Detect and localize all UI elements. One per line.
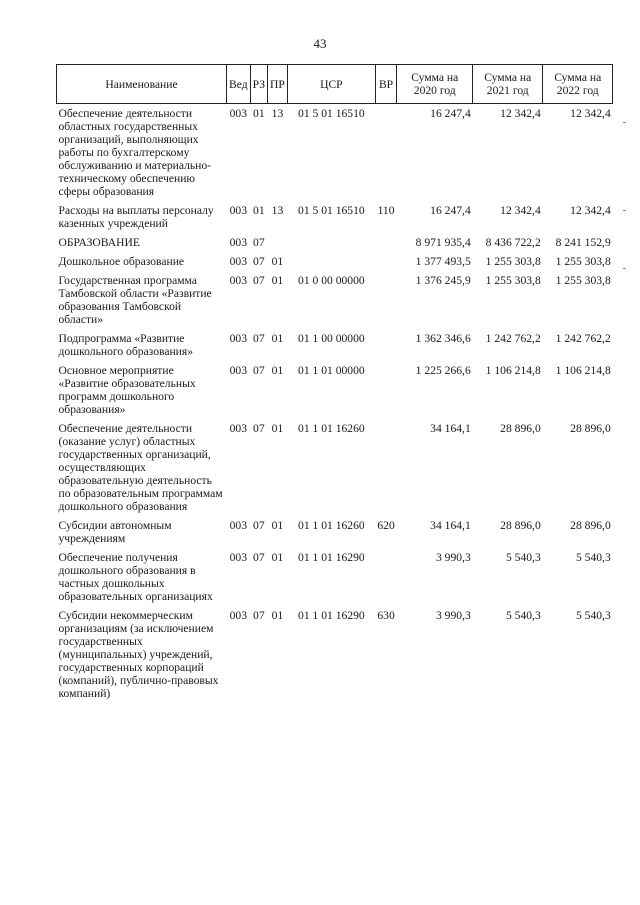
row-rz: 07 [253, 255, 265, 268]
row-ved: 003 [229, 107, 247, 120]
row-vr [375, 233, 396, 252]
header-name: Наименование [57, 65, 227, 104]
header-vr: ВР [375, 65, 396, 104]
row-sum-2020: 1 362 346,6 [415, 332, 471, 345]
row-csr [287, 233, 375, 252]
row-pr: 01 [271, 609, 284, 622]
row-ved: 003 [229, 422, 247, 435]
header-rz: РЗ [250, 65, 267, 104]
table-row [57, 233, 613, 252]
table-row [57, 329, 613, 361]
row-rz: 01 [253, 204, 265, 217]
row-sum-2022: 1 106 214,8 [555, 364, 611, 377]
row-vr [375, 252, 396, 271]
row-sum-2020: 16 247,4 [430, 204, 471, 217]
row-sum-2022: 12 342,4 [570, 107, 611, 120]
header-pr: ПР [268, 65, 288, 104]
row-csr: 01 1 00 00000 [298, 332, 365, 345]
row-rz: 07 [253, 274, 265, 287]
row-sum-2020: 8 971 935,4 [415, 236, 471, 249]
row-pr: 01 [271, 332, 284, 345]
row-csr: 01 5 01 16510 [298, 107, 365, 120]
row-name: Обеспечение деятельности (оказание услуг) областных государственных организаций, осуществляющих образовательную деятельность по образовательным программам дошкольного образования [58, 422, 223, 513]
row-csr: 01 1 01 00000 [298, 364, 365, 377]
row-sum-2020: 34 164,1 [430, 519, 471, 532]
row-pr: 01 [271, 364, 284, 377]
row-rz: 01 [253, 107, 265, 120]
row-csr: 01 1 01 16290 [298, 609, 365, 622]
row-ved: 003 [229, 609, 247, 622]
row-sum-2020: 34 164,1 [430, 422, 471, 435]
row-sum-2020: 1 376 245,9 [415, 274, 471, 287]
scan-edge-mark [623, 122, 626, 123]
row-csr [287, 252, 375, 271]
table-row [57, 606, 613, 703]
table-row [57, 104, 613, 202]
row-rz: 07 [253, 609, 265, 622]
row-vr [375, 104, 396, 202]
row-pr: 01 [271, 551, 284, 564]
row-sum-2022: 28 896,0 [570, 519, 611, 532]
row-name: Подпрограмма «Развитие дошкольного образования» [58, 332, 193, 358]
row-sum-2020: 3 990,3 [435, 551, 471, 564]
row-sum-2021: 1 242 762,2 [485, 332, 541, 345]
row-pr: 01 [271, 255, 284, 268]
row-vr [375, 361, 396, 419]
row-ved: 003 [229, 204, 247, 217]
row-rz: 07 [253, 332, 265, 345]
row-sum-2021: 12 342,4 [500, 204, 541, 217]
page-number: 43 [313, 36, 327, 51]
row-ved: 003 [229, 332, 247, 345]
row-rz: 07 [253, 519, 265, 532]
row-vr: 630 [377, 609, 395, 622]
row-sum-2022: 1 242 762,2 [555, 332, 611, 345]
row-pr: 01 [271, 519, 284, 532]
row-sum-2020: 1 377 493,5 [415, 255, 471, 268]
row-sum-2022: 28 896,0 [570, 422, 611, 435]
row-vr [375, 548, 396, 606]
row-vr: 110 [377, 204, 395, 217]
row-sum-2022: 1 255 303,8 [555, 255, 611, 268]
row-ved: 003 [229, 255, 247, 268]
row-pr [268, 233, 288, 252]
table-row [57, 361, 613, 419]
row-ved: 003 [229, 519, 247, 532]
row-sum-2021: 28 896,0 [500, 519, 541, 532]
row-sum-2021: 1 255 303,8 [485, 274, 541, 287]
table-row [57, 516, 613, 548]
row-name: Субсидии некоммерческим организациям (за исключением государственных (муниципальных) учреждений, государственных корпораций (компаний), публично-правовых компаний) [58, 609, 219, 700]
row-csr: 01 1 01 16290 [298, 551, 365, 564]
row-sum-2021: 28 896,0 [500, 422, 541, 435]
row-sum-2022: 5 540,3 [575, 609, 611, 622]
scan-edge-mark [623, 210, 626, 211]
table-row [57, 419, 613, 516]
row-sum-2022: 5 540,3 [575, 551, 611, 564]
row-ved: 003 [229, 364, 247, 377]
row-csr: 01 1 01 16260 [298, 422, 365, 435]
row-sum-2020: 16 247,4 [430, 107, 471, 120]
header-csr: ЦСР [287, 65, 375, 104]
row-name: Субсидии автономным учреждениям [58, 519, 172, 545]
row-sum-2020: 3 990,3 [435, 609, 471, 622]
table-row [57, 252, 613, 271]
row-sum-2022: 8 241 152,9 [555, 236, 611, 249]
table-row [57, 548, 613, 606]
row-sum-2021: 1 106 214,8 [485, 364, 541, 377]
row-name: ОБРАЗОВАНИЕ [58, 236, 140, 249]
row-pr: 13 [271, 107, 284, 120]
row-name: Основное мероприятие «Развитие образовательных программ дошкольного образования» [58, 364, 196, 416]
row-csr: 01 1 01 16260 [298, 519, 365, 532]
row-csr: 01 0 00 00000 [298, 274, 365, 287]
row-sum-2022: 1 255 303,8 [555, 274, 611, 287]
row-vr [375, 419, 396, 516]
row-sum-2021: 8 436 722,2 [485, 236, 541, 249]
row-vr [375, 271, 396, 329]
row-pr: 13 [271, 204, 284, 217]
row-pr: 01 [271, 422, 284, 435]
row-rz: 07 [253, 551, 265, 564]
row-rz: 07 [253, 422, 265, 435]
row-sum-2021: 1 255 303,8 [485, 255, 541, 268]
row-rz: 07 [253, 236, 265, 249]
row-sum-2021: 12 342,4 [500, 107, 541, 120]
header-sum-2020: Сумма на 2020 год [397, 65, 473, 104]
row-rz: 07 [253, 364, 265, 377]
table-row [57, 271, 613, 329]
row-ved: 003 [229, 274, 247, 287]
table-row [57, 201, 613, 233]
row-name: Обеспечение получения дошкольного образования в частных дошкольных образовательных организациях [58, 551, 213, 603]
row-ved: 003 [229, 551, 247, 564]
row-sum-2021: 5 540,3 [505, 609, 541, 622]
header-sum-2022: Сумма на 2022 год [543, 65, 613, 104]
row-name: Обеспечение деятельности областных государственных организаций, выполняющих работы по бухгалтерскому обслуживанию и материально-техническому обеспечению сферы образования [58, 107, 212, 198]
row-name: Государственная программа Тамбовской области «Развитие образования Тамбовской области» [58, 274, 212, 326]
row-csr: 01 5 01 16510 [298, 204, 365, 217]
header-ved: Вед [227, 65, 251, 104]
row-name: Расходы на выплаты персоналу казенных учреждений [58, 204, 214, 230]
row-pr: 01 [271, 274, 284, 287]
row-sum-2022: 12 342,4 [570, 204, 611, 217]
budget-table [56, 64, 613, 703]
scan-edge-mark [623, 268, 626, 269]
row-sum-2020: 1 225 266,6 [415, 364, 471, 377]
row-name: Дошкольное образование [58, 255, 185, 268]
row-vr [375, 329, 396, 361]
row-vr: 620 [377, 519, 395, 532]
header-sum-2021: Сумма на 2021 год [473, 65, 543, 104]
table-body [57, 104, 613, 704]
row-ved: 003 [229, 236, 247, 249]
table-header [57, 65, 613, 104]
row-sum-2021: 5 540,3 [505, 551, 541, 564]
